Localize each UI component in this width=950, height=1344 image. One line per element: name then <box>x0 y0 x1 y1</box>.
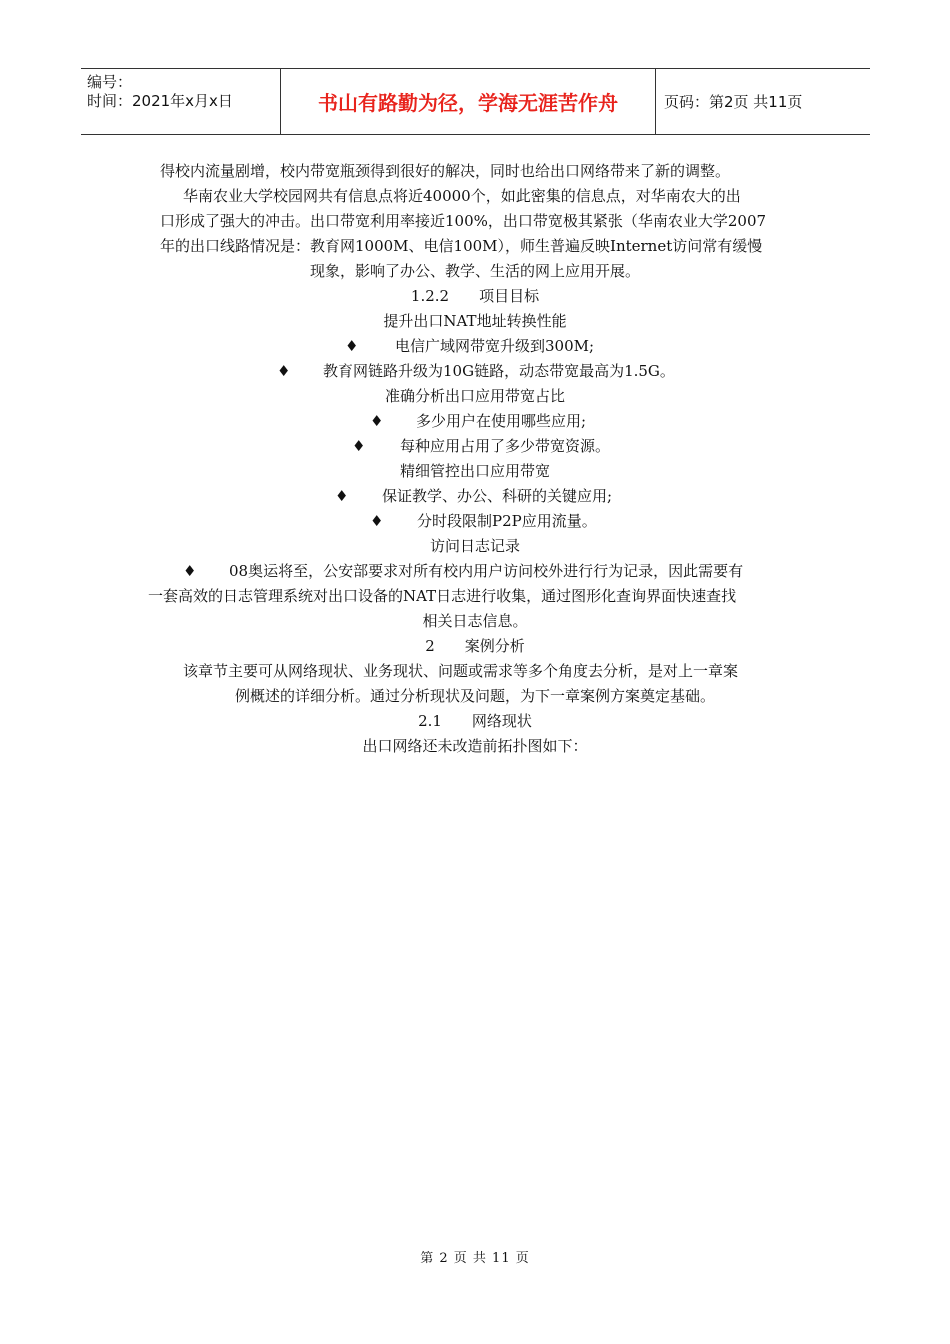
bullet-item: 教育网链路升级为10G链路，动态带宽最高为1.5G。 <box>323 362 675 380</box>
paragraph-line: 例概述的详细分析。通过分析现状及问题，为下一章案例方案奠定基础。 <box>234 687 715 705</box>
page-header <box>81 68 870 135</box>
number-label: 编号： <box>87 73 133 91</box>
goal-heading: 精细管控出口应用带宽 <box>399 462 550 480</box>
goal-heading: 提升出口NAT地址转换性能 <box>383 312 567 330</box>
time-label: 时间：2021年x月x日 <box>87 92 233 110</box>
goal-heading: 准确分析出口应用带宽占比 <box>384 387 565 405</box>
bullet-icon: ♦ <box>335 487 349 505</box>
paragraph-line: 相关日志信息。 <box>422 612 528 630</box>
bullet-icon: ♦ <box>352 437 366 455</box>
bullet-item: 每种应用占用了多少带宽资源。 <box>400 437 611 455</box>
bullet-item: 分时段限制P2P应用流量。 <box>417 512 597 530</box>
bullet-item: 电信广域网带宽升级到300M; <box>395 337 595 355</box>
paragraph-line: 年的出口线路情况是：教育网1000M、电信100M），师生普遍反映Internet访问常有缓慢 <box>160 237 763 255</box>
bullet-icon: ♦ <box>277 362 291 380</box>
paragraph-line: 得校内流量剧增，校内带宽瓶颈得到很好的解决，同时也给出口网络带来了新的调整。 <box>160 162 731 180</box>
paragraph-line: 一套高效的日志管理系统对出口设备的NAT日志进行收集，通过图形化查询界面快速查找 <box>148 587 737 605</box>
section-heading: 2.1 网络现状 <box>418 712 532 730</box>
header-page-info: 页码：第2页 共11页 <box>664 93 803 111</box>
bullet-icon: ♦ <box>370 412 384 430</box>
header-motto: 书山有路勤为径，学海无涯苦作舟 <box>281 69 656 134</box>
header-meta <box>81 69 281 134</box>
section-heading: 2 案例分析 <box>425 637 525 655</box>
paragraph-line: 出口网络还未改造前拓扑图如下： <box>362 737 588 755</box>
bullet-icon: ♦ <box>370 512 384 530</box>
section-heading: 1.2.2 项目目标 <box>410 287 540 305</box>
paragraph-line: 08奥运将至，公安部要求对所有校内用户访问校外进行行为记录，因此需要有 <box>229 562 744 580</box>
paragraph-line: 口形成了强大的冲击。出口带宽利用率接近100%，出口带宽极其紧张（华南农业大学2007 <box>160 212 767 230</box>
paragraph-line: 华南农业大学校园网共有信息点将近40000个，如此密集的信息点，对华南农大的出 <box>183 187 741 205</box>
bullet-item: 保证教学、办公、科研的关键应用; <box>382 487 613 505</box>
goal-heading: 访问日志记录 <box>429 537 520 555</box>
page-footer: 第 2 页 共 11 页 <box>420 1251 530 1266</box>
bullet-icon: ♦ <box>345 337 359 355</box>
paragraph-line: 该章节主要可从网络现状、业务现状、问题或需求等多个角度去分析，是对上一章案 <box>183 662 739 680</box>
bullet-item: 多少用户在使用哪些应用; <box>416 412 587 430</box>
bullet-icon: ♦ <box>183 562 197 580</box>
paragraph-line: 现象，影响了办公、教学、生活的网上应用开展。 <box>309 262 640 280</box>
